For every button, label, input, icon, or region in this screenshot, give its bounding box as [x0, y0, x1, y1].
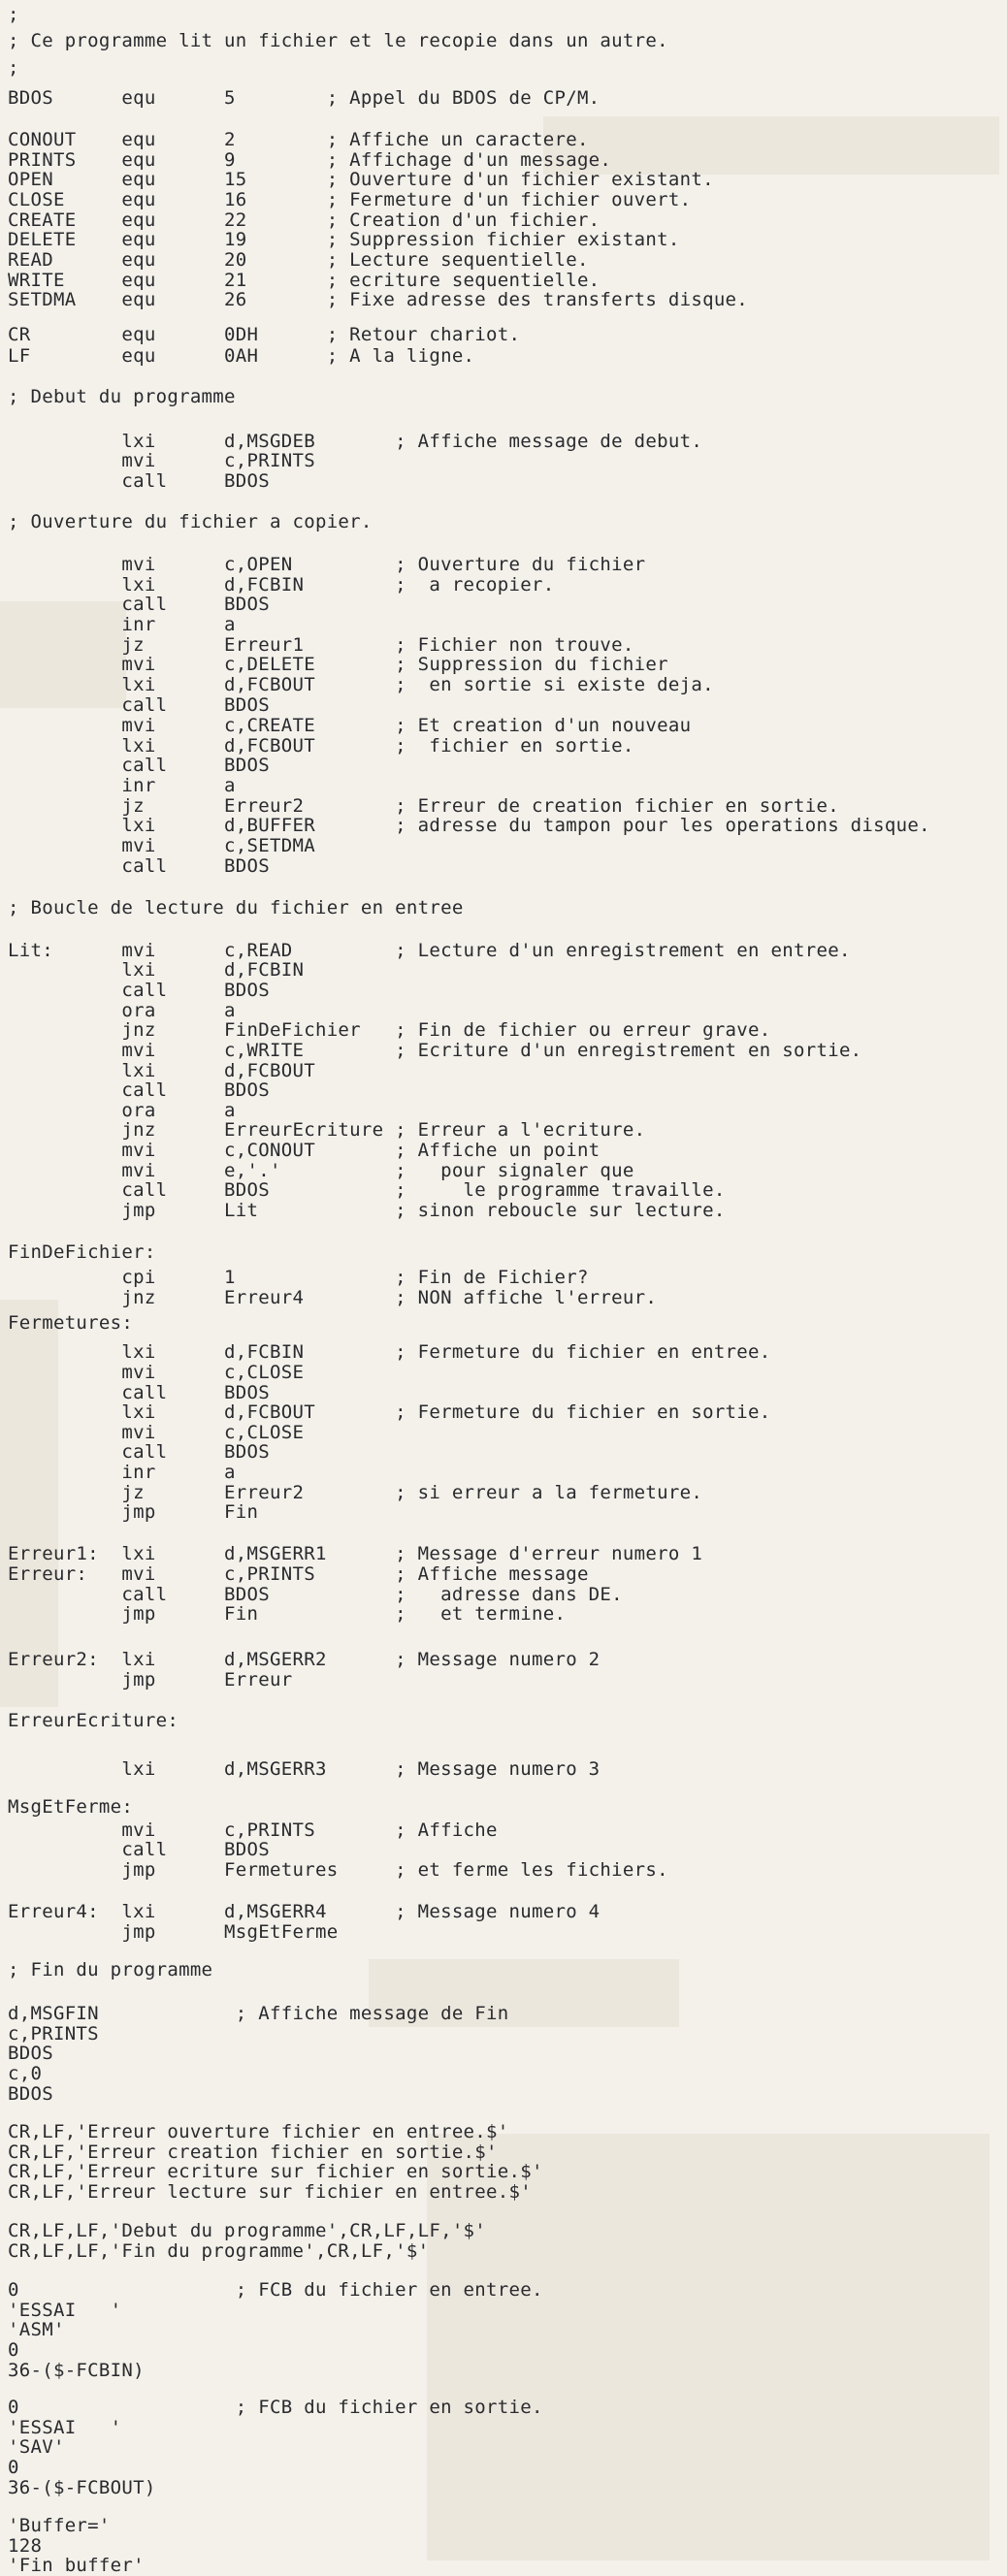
code-line: 0 [8, 2339, 19, 2361]
code-line: PRINTS equ 9 ; Affichage d'un message. [8, 149, 612, 171]
code-line: mvi c,PRINTS ; Affiche [8, 1819, 498, 1841]
code-line: MsgEtFerme: [8, 1796, 134, 1818]
code-line: mvi c,OPEN ; Ouverture du fichier [8, 554, 646, 575]
code-line: mvi c,CLOSE [8, 1422, 305, 1443]
code-line: CR,LF,'Erreur creation fichier en sortie.$' [8, 2141, 498, 2163]
code-line: c,PRINTS [8, 2023, 99, 2045]
code-line: jnz Erreur4 ; NON affiche l'erreur. [8, 1287, 658, 1308]
code-line: 0 ; FCB du fichier en entree. [8, 2279, 543, 2301]
code-line: ; Debut du programme [8, 386, 236, 407]
code-line: 128 [8, 2535, 43, 2557]
code-line: ora a [8, 1100, 236, 1121]
code-line: call BDOS ; le programme travaille. [8, 1179, 726, 1201]
code-line: WRITE equ 21 ; ecriture sequentielle. [8, 270, 601, 291]
code-line: call BDOS [8, 855, 270, 877]
code-line: 'ESSAI ' [8, 2417, 122, 2438]
code-line: DELETE equ 19 ; Suppression fichier existant. [8, 229, 680, 250]
code-line: 'ASM' [8, 2319, 65, 2340]
code-line: BDOS [8, 2043, 53, 2064]
code-line: call BDOS [8, 1839, 270, 1860]
code-line: jmp Erreur [8, 1669, 293, 1690]
code-line: 0 ; FCB du fichier en sortie. [8, 2397, 543, 2418]
code-line: mvi c,CONOUT ; Affiche un point [8, 1140, 601, 1161]
code-line: ; [8, 4, 19, 25]
code-line: jz Erreur2 ; si erreur a la fermeture. [8, 1482, 703, 1503]
code-line: mvi c,PRINTS [8, 450, 315, 471]
code-line: jmp Fin ; et termine. [8, 1603, 567, 1625]
code-line: BDOS equ 5 ; Appel du BDOS de CP/M. [8, 87, 601, 109]
code-line: call BDOS [8, 1382, 270, 1403]
code-line: lxi d,MSGERR3 ; Message numero 3 [8, 1758, 601, 1780]
code-line: jmp MsgEtFerme [8, 1921, 339, 1943]
code-line: ; Boucle de lecture du fichier en entree [8, 897, 464, 918]
code-line: mvi c,CREATE ; Et creation d'un nouveau [8, 715, 692, 736]
code-line: 'ESSAI ' [8, 2300, 122, 2321]
code-line: READ equ 20 ; Lecture sequentielle. [8, 249, 589, 271]
code-line: lxi d,FCBIN [8, 959, 305, 981]
code-line: ; Ce programme lit un fichier et le recopie dans un autre. [8, 30, 668, 51]
code-line: inr a [8, 775, 236, 796]
code-line: jmp Fermetures ; et ferme les fichiers. [8, 1859, 668, 1881]
code-line: CR,LF,'Erreur lecture sur fichier en entree.$' [8, 2181, 532, 2203]
code-line: d,MSGFIN ; Affiche message de Fin [8, 2003, 509, 2024]
code-line: LF equ 0AH ; A la ligne. [8, 345, 475, 367]
code-line: Lit: mvi c,READ ; Lecture d'un enregistrement en entree. [8, 940, 851, 961]
code-line: mvi c,DELETE ; Suppression du fichier [8, 654, 668, 675]
code-line: ; [8, 57, 19, 79]
code-line: ; Fin du programme [8, 1959, 213, 1980]
code-line: 'Buffer=' [8, 2515, 111, 2536]
code-line: lxi d,MSGDEB ; Affiche message de debut. [8, 431, 703, 452]
code-line: mvi c,CLOSE [8, 1362, 305, 1383]
code-line: mvi c,SETDMA [8, 835, 315, 856]
code-line: mvi e,'.' ; pour signaler que [8, 1160, 634, 1181]
code-line: call BDOS [8, 594, 270, 615]
code-line: 36-($-FCBIN) [8, 2360, 145, 2381]
code-line: mvi c,WRITE ; Ecriture d'un enregistrement en sortie. [8, 1040, 862, 1061]
code-line: call BDOS [8, 470, 270, 492]
code-line: call BDOS [8, 755, 270, 776]
code-line: call BDOS [8, 694, 270, 716]
code-line: lxi d,FCBOUT ; fichier en sortie. [8, 735, 634, 757]
code-line: lxi d,FCBIN ; a recopier. [8, 574, 555, 596]
code-line: jmp Lit ; sinon reboucle sur lecture. [8, 1200, 726, 1221]
code-line: Erreur2: lxi d,MSGERR2 ; Message numero 2 [8, 1649, 601, 1670]
code-line: ErreurEcriture: [8, 1710, 179, 1731]
code-line: CLOSE equ 16 ; Fermeture d'un fichier ouvert. [8, 189, 692, 210]
code-line: call BDOS [8, 1079, 270, 1101]
code-line: jz Erreur2 ; Erreur de creation fichier en sortie. [8, 795, 839, 817]
code-line: c,0 [8, 2063, 43, 2084]
code-line: Fermetures: [8, 1312, 134, 1334]
code-line: Erreur1: lxi d,MSGERR1 ; Message d'erreur numero 1 [8, 1543, 703, 1564]
code-line: jmp Fin [8, 1501, 259, 1523]
code-line: ; Ouverture du fichier a copier. [8, 511, 373, 532]
code-line: CREATE equ 22 ; Creation d'un fichier. [8, 209, 601, 231]
code-line: Erreur4: lxi d,MSGERR4 ; Message numero 4 [8, 1901, 601, 1922]
code-line: jnz ErreurEcriture ; Erreur a l'ecriture. [8, 1119, 646, 1141]
code-line: ora a [8, 1000, 236, 1021]
code-line: FinDeFichier: [8, 1241, 156, 1263]
code-line: 0 [8, 2457, 19, 2478]
code-line: 'SAV' [8, 2436, 65, 2458]
code-line: inr a [8, 1462, 236, 1483]
code-line: lxi d,BUFFER ; adresse du tampon pour les operations disque. [8, 815, 930, 836]
code-line: call BDOS [8, 980, 270, 1001]
code-line: BDOS [8, 2083, 53, 2105]
code-line: jz Erreur1 ; Fichier non trouve. [8, 634, 634, 656]
code-line: CONOUT equ 2 ; Affiche un caractere. [8, 129, 589, 150]
code-line: call BDOS ; adresse dans DE. [8, 1584, 623, 1605]
code-line: 'Fin buffer' [8, 2555, 145, 2576]
code-line: CR,LF,LF,'Fin du programme',CR,LF,'$' [8, 2240, 430, 2262]
code-line: CR,LF,'Erreur ecriture sur fichier en sortie.$' [8, 2161, 543, 2182]
code-line: lxi d,FCBOUT ; Fermeture du fichier en sortie. [8, 1401, 771, 1423]
code-line: jnz FinDeFichier ; Fin de fichier ou erreur grave. [8, 1019, 771, 1041]
code-line: CR,LF,'Erreur ouverture fichier en entree.$' [8, 2121, 509, 2142]
code-line: inr a [8, 614, 236, 635]
code-line: lxi d,FCBOUT ; en sortie si existe deja. [8, 674, 714, 695]
code-line: OPEN equ 15 ; Ouverture d'un fichier existant. [8, 169, 714, 190]
code-line: 36-($-FCBOUT) [8, 2477, 156, 2498]
code-line: lxi d,FCBOUT [8, 1060, 315, 1081]
code-line: call BDOS [8, 1441, 270, 1463]
code-line: CR equ 0DH ; Retour chariot. [8, 324, 521, 345]
code-line: SETDMA equ 26 ; Fixe adresse des transferts disque. [8, 289, 749, 310]
code-line: lxi d,FCBIN ; Fermeture du fichier en entree. [8, 1341, 771, 1363]
code-line: cpi 1 ; Fin de Fichier? [8, 1267, 589, 1288]
code-line: Erreur: mvi c,PRINTS ; Affiche message [8, 1563, 589, 1585]
code-line: CR,LF,LF,'Debut du programme',CR,LF,LF,'$' [8, 2220, 487, 2241]
